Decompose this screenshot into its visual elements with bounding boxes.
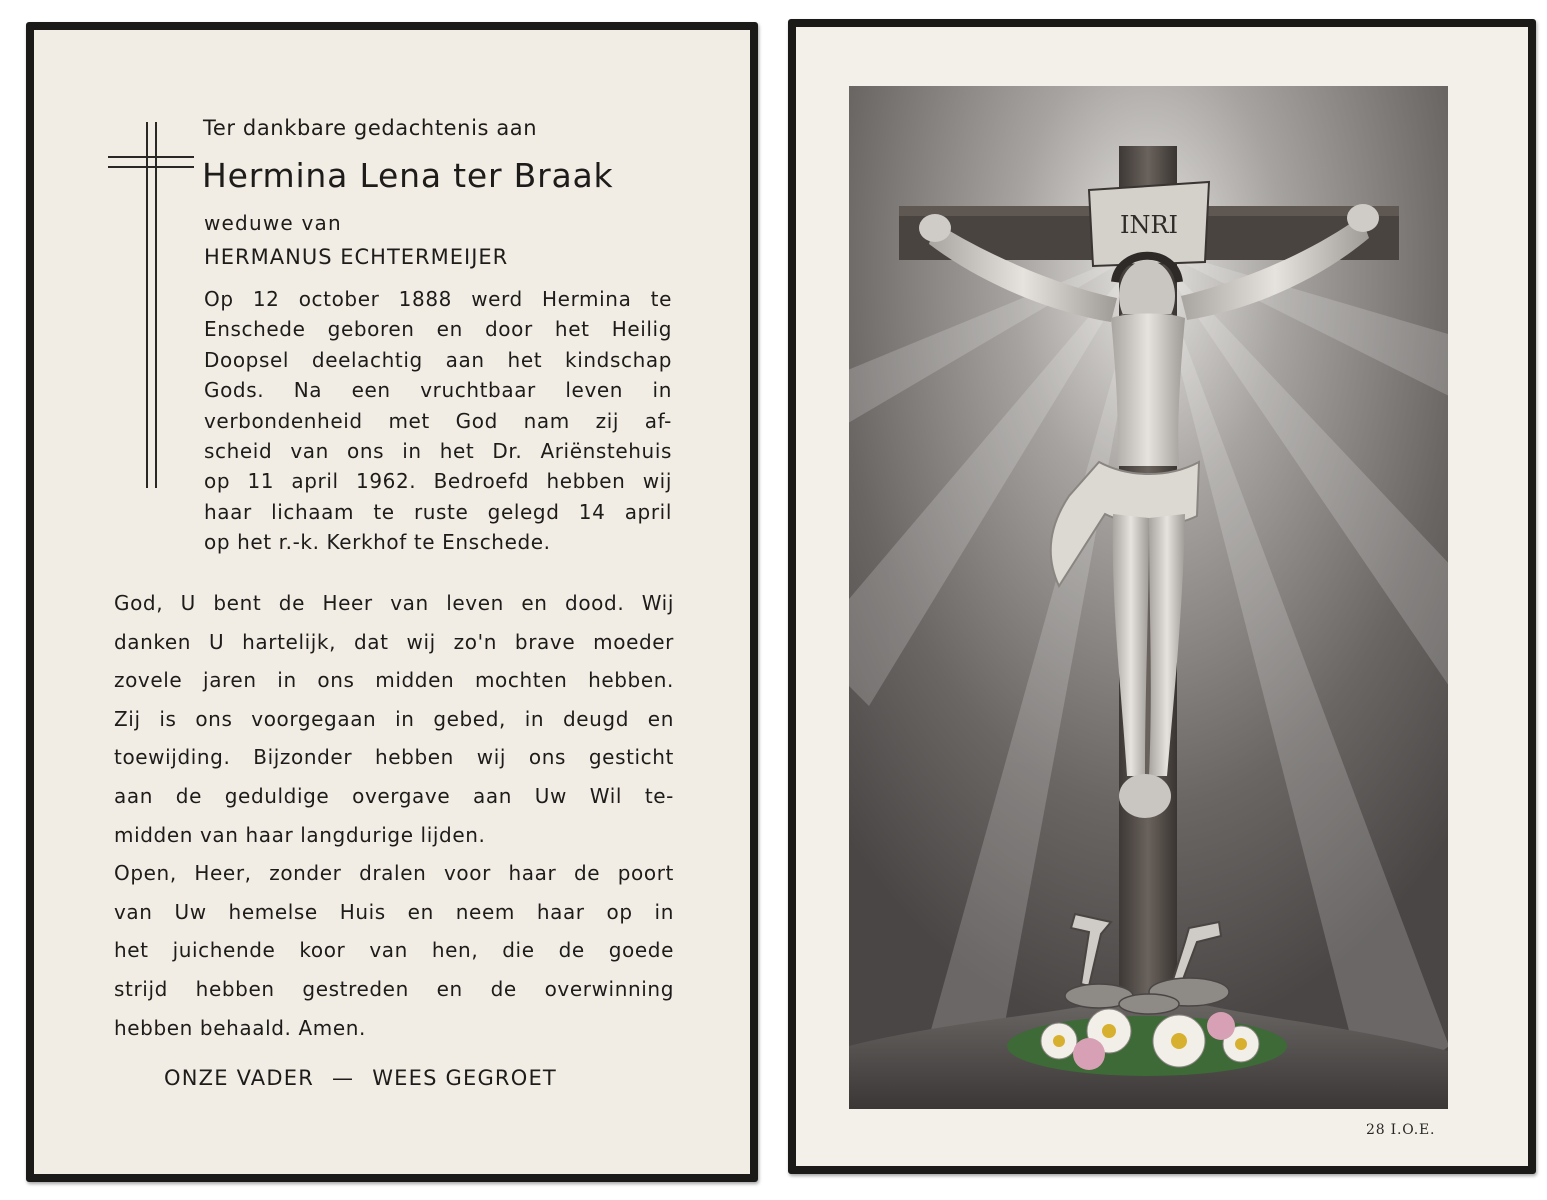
biography-line: Enschede geboren en door het Heilig [204, 317, 672, 342]
prayer-line: Open, Heer, zonder dralen voor haar de poort [114, 861, 674, 886]
prayer-line: aan de geduldige overgave aan Uw Wil te- [114, 783, 674, 808]
biography-line: op het r.-k. Kerkhof te Enschede. [204, 530, 551, 555]
biography [204, 284, 672, 558]
biography-line: Gods. Na een vruchtbaar leven in [204, 378, 672, 403]
prayer-line: strijd hebben gestreden en de overwinning [114, 976, 674, 1001]
prayer-text [114, 584, 674, 1047]
closing-our-father: ONZE VADER [164, 1066, 314, 1090]
prayer-line: zovele jaren in ons midden mochten hebben. [114, 668, 674, 693]
biography-line: haar lichaam te ruste gelegd 14 april [204, 499, 672, 524]
dedication-intro: Ter dankbare gedachtenis aan [203, 116, 538, 140]
biography-line: verbondenheid met God nam zij af- [204, 408, 672, 433]
deceased-name: Hermina Lena ter Braak [202, 156, 614, 195]
prayer-line: hebben behaald. Amen. [114, 1015, 366, 1040]
biography-line: scheid van ons in het Dr. Ariënstehuis [204, 439, 672, 464]
biography-line: op 11 april 1962. Bedroefd hebben wij [204, 469, 672, 494]
prayer-line: midden van haar langdurige lijden. [114, 822, 486, 847]
prayer-line: God, U bent de Heer van leven en dood. Wij [114, 591, 674, 615]
prayer-line: Zij is ons voorgegaan in gebed, in deugd en [114, 706, 674, 731]
biography-line: Doopsel deelachtig aan het kindschap [204, 347, 672, 372]
prayer-line: danken U hartelijk, dat wij zo'n brave moeder [114, 629, 674, 654]
closing-dash: — [332, 1066, 355, 1090]
closing-hail-mary: WEES GEGROET [372, 1066, 557, 1090]
prayer-line: het juichende koor van hen, die de goede [114, 938, 674, 963]
closing-prayers [164, 1066, 557, 1090]
biography-line: Op 12 october 1888 werd Hermina te [204, 287, 672, 311]
husband-name: HERMANUS ECHTERMEIJER [204, 245, 509, 269]
inri-inscription: INRI [1119, 211, 1179, 239]
prayer-line: toewijding. Bijzonder hebben wij ons gesticht [114, 745, 674, 770]
printer-code: 28 I.O.E. [1366, 1122, 1436, 1138]
crucifixion-illustration [849, 86, 1448, 1109]
widow-of-label: weduwe van [204, 211, 342, 235]
prayer-line: van Uw hemelse Huis en neem haar op in [114, 899, 674, 924]
